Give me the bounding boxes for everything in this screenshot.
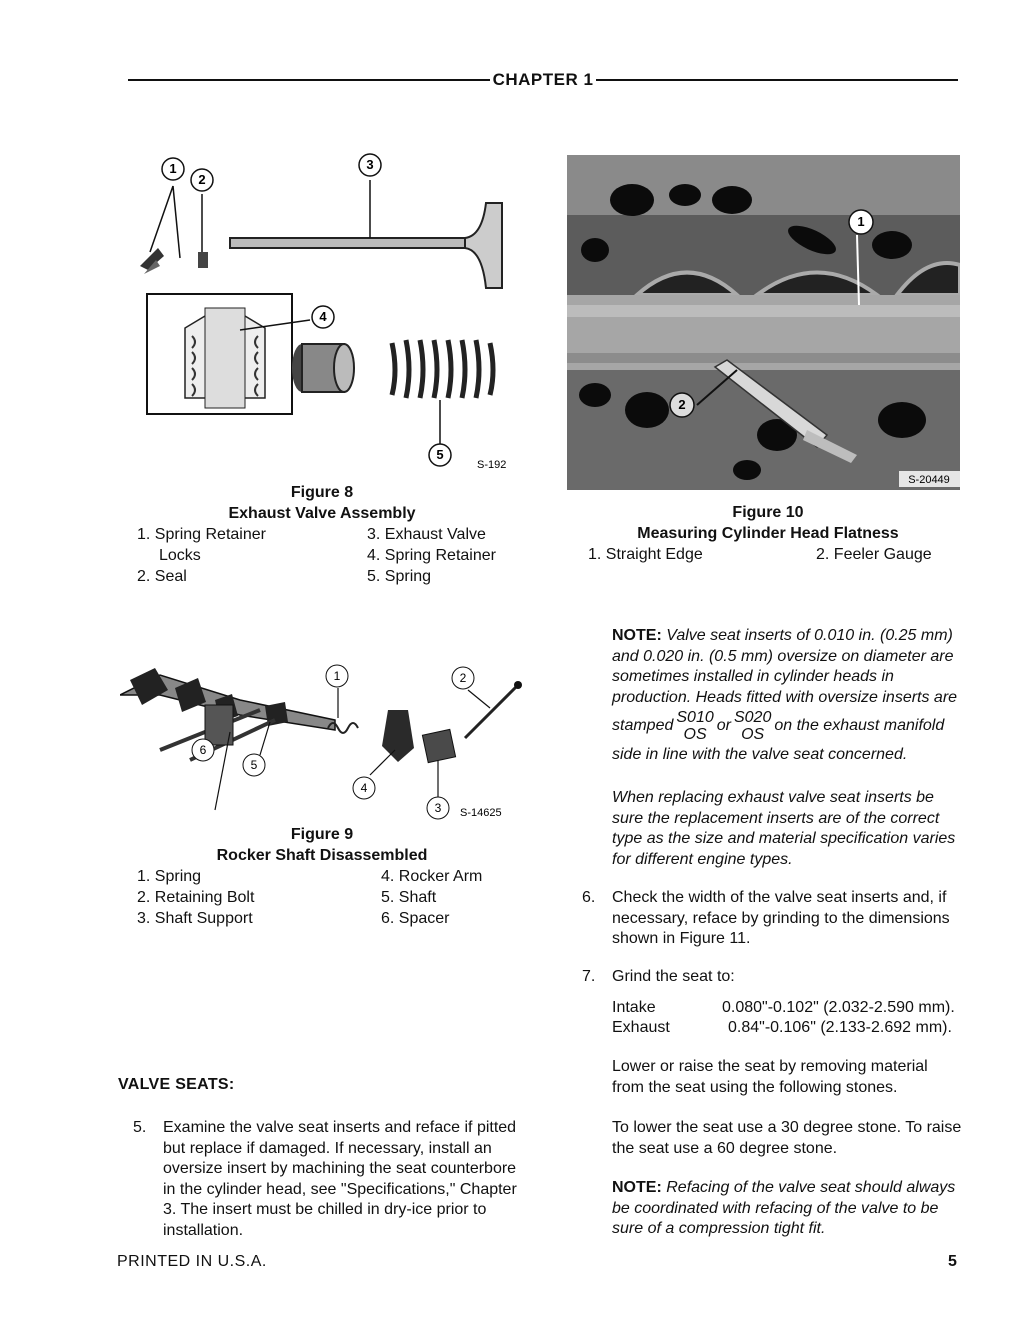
stones-paragraph: To lower the seat use a 30 degree stone. To raise the seat use a 60 degree stone.: [612, 1119, 962, 1157]
step-7-text: Grind the seat to:: [612, 968, 735, 985]
fig9-callout-1: 1: [333, 669, 341, 683]
figure-8-illustration: [130, 148, 540, 476]
fig9-plate-code: S-14625: [460, 807, 502, 819]
note-text: Refacing of the valve seat should always be coordinated with refacing of the valve to be sure of a compression tight fit.: [612, 1179, 956, 1237]
legend-item: 1. Spring: [137, 868, 202, 885]
printed-in-usa: PRINTED IN U.S.A.: [117, 1253, 267, 1270]
figure-8-title: Exhaust Valve Assembly: [228, 505, 416, 522]
figure-8-drawing: [130, 148, 540, 476]
figure-10-drawing: [567, 155, 960, 490]
header-rule-left: [128, 79, 490, 81]
legend-item: 2. Seal: [137, 568, 187, 585]
step-5-number: 5.: [133, 1119, 147, 1136]
figure-10-caption: [588, 502, 948, 565]
legend-item: 1. Spring Retainer: [137, 526, 266, 543]
oversize-insert-note: [612, 626, 964, 766]
fig8-callout-3: 3: [366, 157, 374, 172]
lower-raise-paragraph: Lower or raise the seat by removing material from the seat using the following stones.: [612, 1058, 928, 1096]
stamp-code-s010: S010 OS: [676, 709, 714, 743]
chapter-header: [128, 68, 958, 92]
stamp-code-s020: S020 OS: [733, 709, 772, 743]
chapter-title: CHAPTER 1: [492, 70, 594, 89]
figure-9-number: Figure 9: [290, 826, 354, 843]
figure-9-legend: [137, 866, 507, 929]
legend-item: 3. Exhaust Valve: [367, 526, 486, 543]
step-7-number: 7.: [582, 968, 596, 985]
fig8-plate-code: S-192: [477, 459, 507, 471]
figure-10-photo: [567, 155, 960, 490]
stamp-last-line: side in line with the valve seat concerned.: [612, 746, 908, 763]
fig10-plate-code: S-20449: [908, 474, 950, 486]
fig9-callout-6: 6: [199, 743, 207, 757]
legend-item: Locks: [159, 547, 201, 564]
step-7: [582, 967, 964, 1039]
figure-8-legend: [137, 524, 507, 587]
fig9-callout-2: 2: [459, 671, 467, 685]
figure-10-legend: [588, 544, 948, 565]
fig10-callout-1: 1: [857, 214, 865, 229]
legend-item: 3. Shaft Support: [137, 910, 253, 927]
grind-spec-table: [612, 998, 964, 1039]
figure-9-illustration: [120, 650, 525, 822]
figure-10-title: Measuring Cylinder Head Flatness: [637, 525, 899, 542]
step-6: [582, 888, 964, 950]
or-word: or: [716, 717, 731, 735]
fig9-callout-3: 3: [434, 801, 442, 815]
fig8-callout-4: 4: [319, 309, 327, 324]
step-6-text: Check the width of the valve seat inserts and, if necessary, reface by grinding to the dimensions shown in Figure 11.: [612, 889, 950, 947]
valve-seats-heading: VALVE SEATS:: [118, 1076, 235, 1093]
figure-8-number: Figure 8: [290, 484, 354, 501]
fig9-callout-4: 4: [360, 781, 368, 795]
fig8-callout-5: 5: [436, 447, 444, 462]
fig10-callout-2: 2: [678, 397, 686, 412]
step-5-text: Examine the valve seat inserts and reface if pitted but replace if damaged. If necessary, install an oversize insert by machining the seat counterbore in the cylinder head, see "Specifications," Chapter 3. The insert must be chilled in dry-ice prior to installation.: [163, 1119, 517, 1239]
stamp-line: [612, 710, 964, 743]
refacing-note: [612, 1178, 964, 1240]
grind-row-intake: Intake 0.080"-0.102" (2.032-2.590 mm).: [612, 998, 955, 1016]
figure-8-caption: [137, 482, 507, 587]
legend-item: 4. Spring Retainer: [367, 547, 496, 564]
step-5: [133, 1118, 518, 1241]
note-text: Valve seat inserts of 0.010 in. (0.25 mm) and 0.020 in. (0.5 mm) oversize on diameter are sometimes installed in cylinder heads in production. Heads fitted with oversize inserts are: [612, 627, 958, 706]
replacement-inserts-paragraph: When replacing exhaust valve seat inserts be sure the replacement inserts are of the correct type as the size and material specification varies for different engine types.: [612, 789, 956, 868]
legend-item: 4. Rocker Arm: [381, 868, 483, 885]
header-rule-right: [596, 79, 958, 81]
figure-9-caption: [137, 824, 507, 929]
grind-row-exhaust: Exhaust 0.84"-0.106" (2.133-2.692 mm).: [612, 1019, 952, 1036]
legend-item: 6. Spacer: [381, 910, 450, 927]
figure-9-title: Rocker Shaft Disassembled: [216, 847, 428, 864]
figure-10-number: Figure 10: [732, 504, 804, 521]
note-label: NOTE:: [612, 1179, 662, 1196]
legend-item: 5. Shaft: [381, 889, 437, 906]
legend-item: 2. Feeler Gauge: [816, 546, 932, 563]
legend-item: 2. Retaining Bolt: [137, 889, 255, 906]
fig8-callout-1: 1: [169, 161, 177, 176]
step-6-number: 6.: [582, 889, 596, 906]
note-label: NOTE:: [612, 627, 662, 644]
figure-9-drawing: [120, 650, 525, 822]
stamped-word: stamped: [612, 717, 674, 735]
legend-item: 5. Spring: [367, 568, 432, 585]
fig9-callout-5: 5: [250, 758, 258, 772]
stamp-after-text: on the exhaust manifold: [774, 717, 945, 735]
legend-item: 1. Straight Edge: [588, 546, 703, 563]
page-number: 5: [948, 1253, 957, 1270]
fig8-callout-2: 2: [198, 172, 206, 187]
